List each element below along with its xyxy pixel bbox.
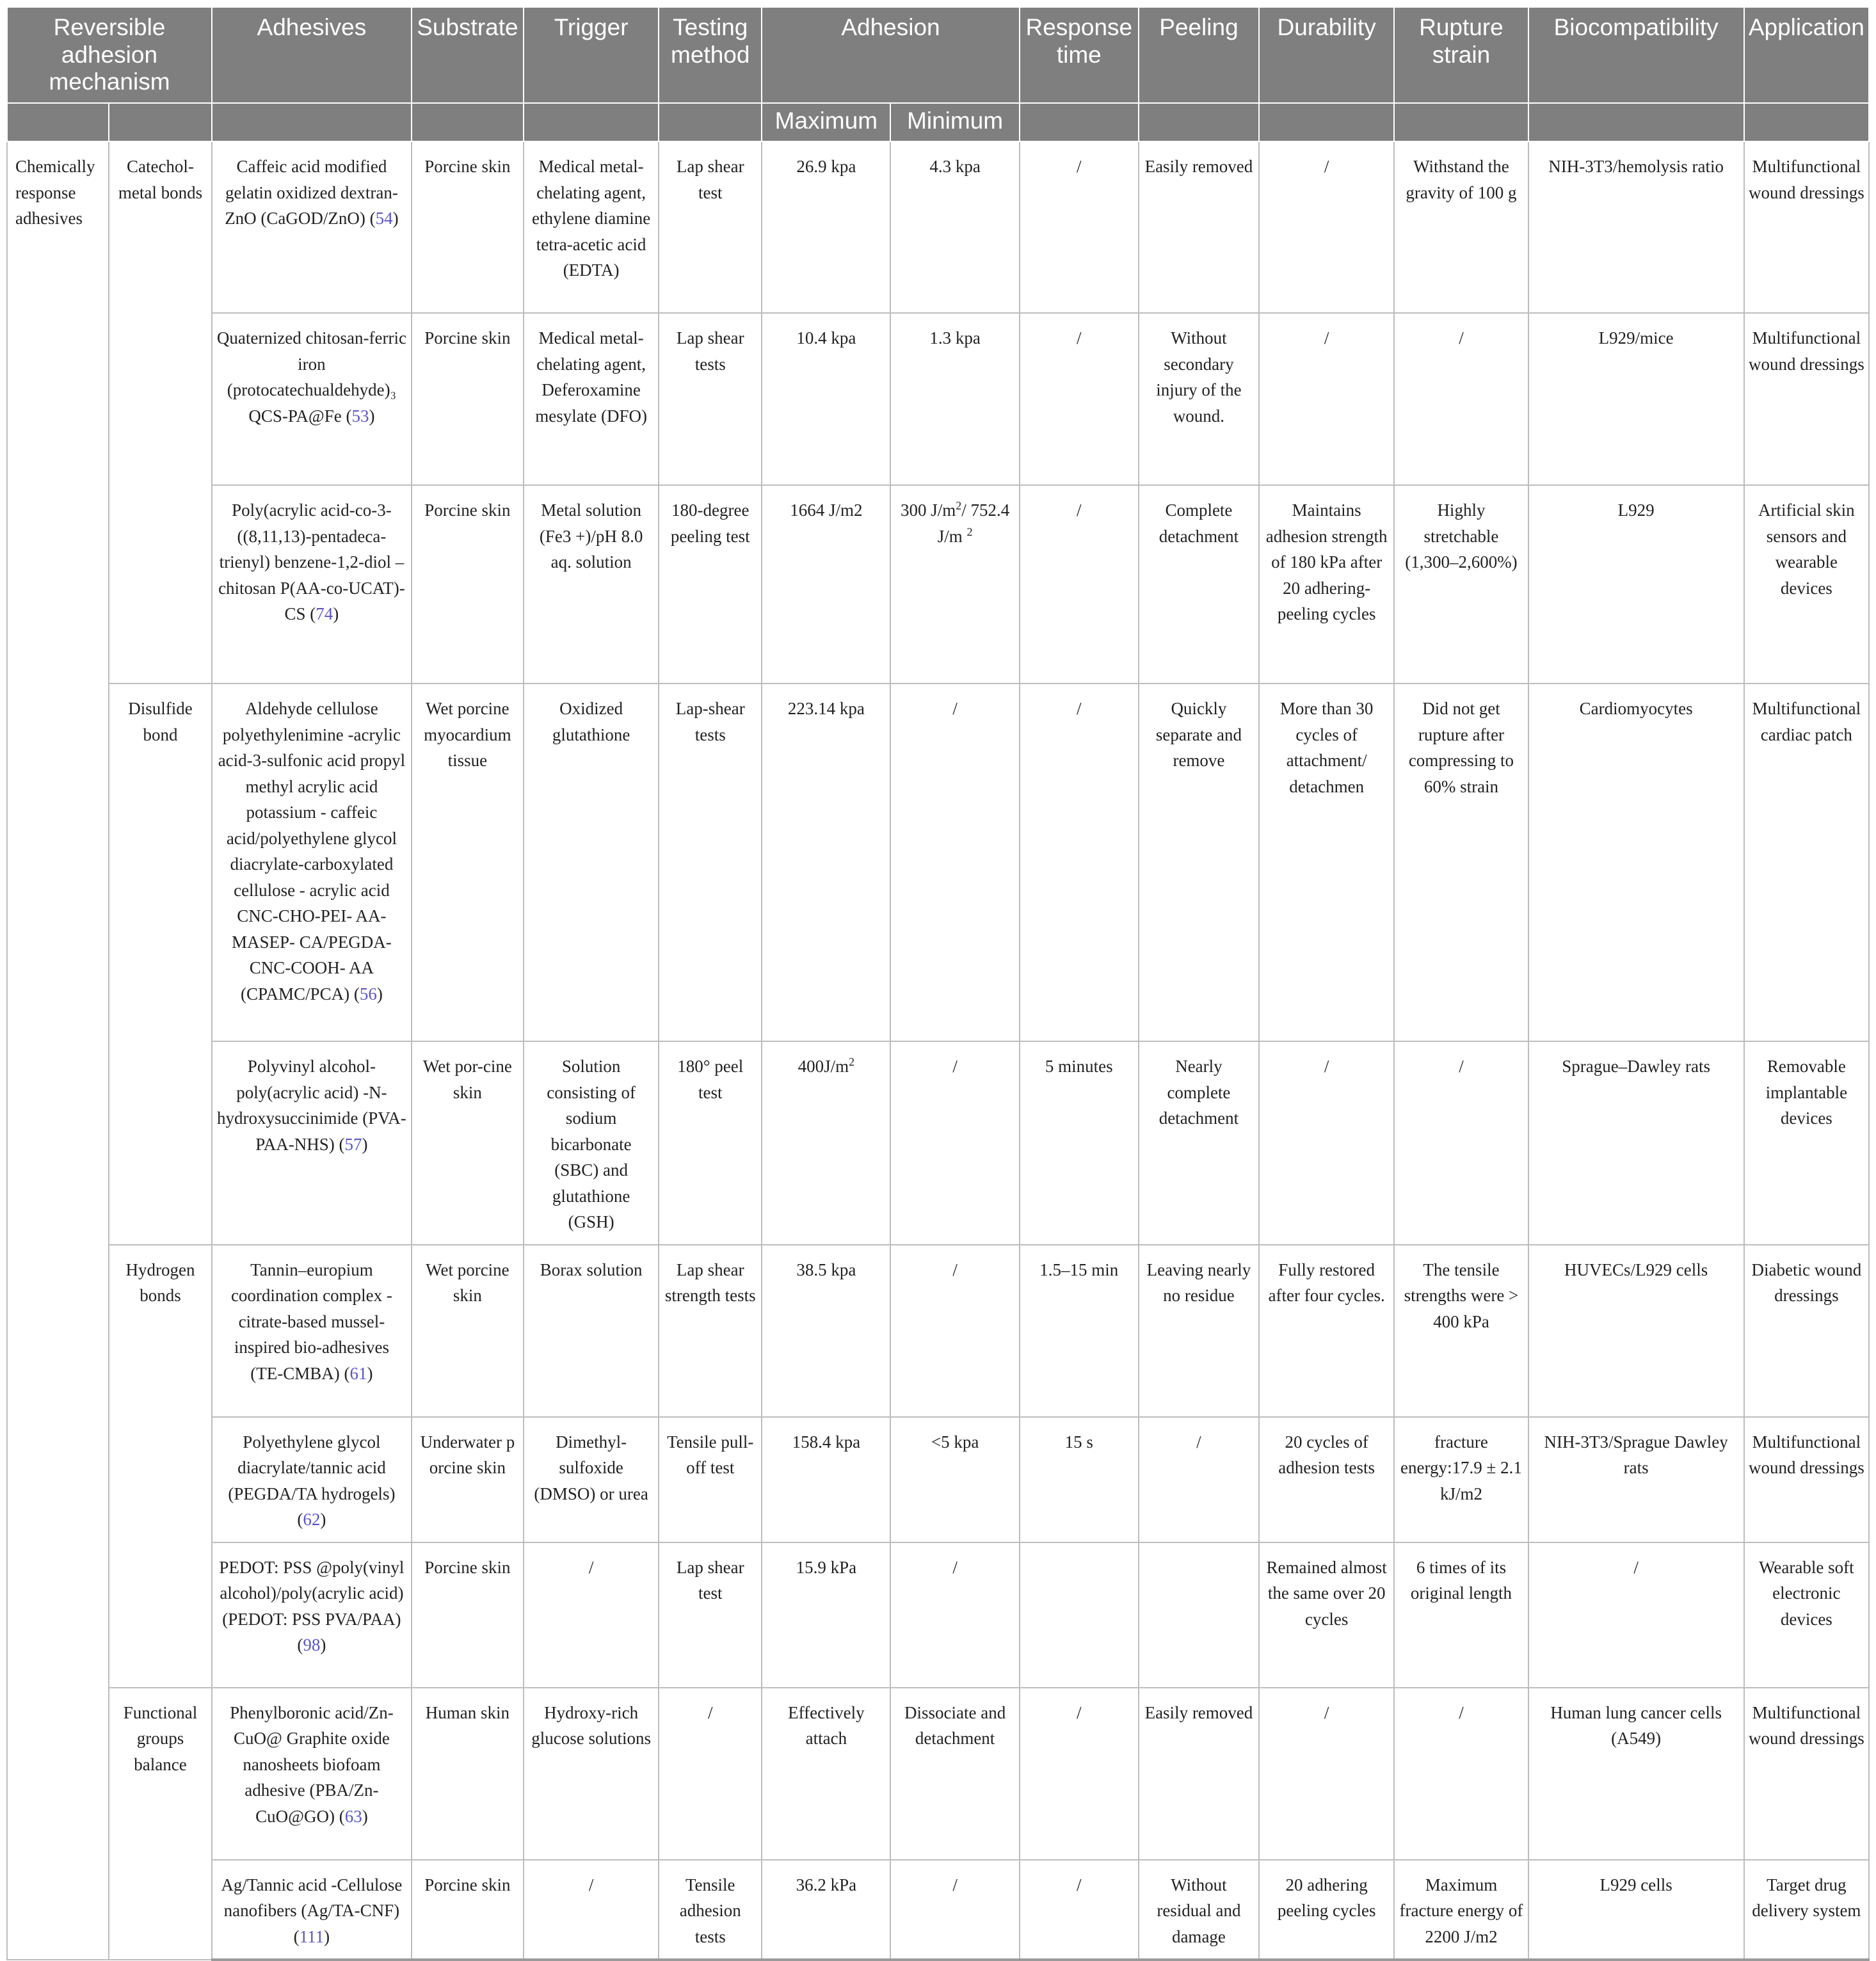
- rupture-cell: The tensile strengths were > 400 kPa: [1394, 1245, 1528, 1417]
- reference-link[interactable]: 98: [303, 1635, 321, 1655]
- rupture-cell: Did not get rupture after compressing to 60% strain: [1394, 684, 1528, 1041]
- substrate-cell: Wet porcine myocardium tissue: [412, 684, 524, 1041]
- header-adhesives: Adhesives: [212, 7, 412, 103]
- table-row: [7, 1417, 1869, 1542]
- durability-cell: Fully restored after four cycles.: [1259, 1245, 1394, 1417]
- biocompat-cell: Cardiomyocytes: [1528, 684, 1744, 1041]
- max-adhesion-cell: 38.5 kpa: [762, 1245, 890, 1417]
- durability-cell: 20 cycles of adhesion tests: [1259, 1417, 1394, 1542]
- subheader-empty: [412, 103, 524, 142]
- application-cell: Wearable soft electronic devices: [1744, 1542, 1869, 1688]
- adhesive-cell: Caffeic acid modified gelatin oxidized dextran-ZnO (CaGOD/ZnO) (54): [212, 141, 412, 313]
- header-trigger: Trigger: [524, 7, 659, 103]
- header-mechanism: Reversible adhesion mechanism: [7, 7, 212, 103]
- min-adhesion-cell: Dissociate and detachment: [890, 1688, 1019, 1860]
- adhesive-text: Polyvinyl alcohol-poly(acrylic acid) -N-hydroxysuccinimide (PVA-PAA-NHS) (: [217, 1057, 406, 1154]
- peeling-cell: Complete detachment: [1139, 485, 1259, 684]
- subheader-empty: [1528, 103, 1744, 142]
- table-row: [7, 1245, 1869, 1417]
- trigger-cell: Hydroxy-rich glucose solutions: [524, 1688, 659, 1860]
- header-application: Application: [1744, 7, 1869, 103]
- max-adhesion-cell: 1664 J/m2: [762, 485, 890, 684]
- adhesive-cell: Tannin–europium coordination complex -citrate-based mussel-inspired bio-adhesives (TE-CMBA) (61): [212, 1245, 412, 1417]
- min-adhesion-cell: /: [890, 1860, 1019, 1960]
- trigger-cell: Medical metal-chelating agent, ethylene diamine tetra-acetic acid (EDTA): [524, 141, 659, 313]
- method-cell: 180° peel test: [659, 1041, 762, 1245]
- application-cell: Target drug delivery system: [1744, 1860, 1869, 1960]
- peeling-cell: Quickly separate and remove: [1139, 684, 1259, 1041]
- biocompat-cell: HUVECs/L929 cells: [1528, 1245, 1744, 1417]
- biocompat-cell: NIH-3T3/hemolysis ratio: [1528, 141, 1744, 313]
- substrate-cell: Porcine skin: [412, 141, 524, 313]
- trigger-cell: Dimethyl-sulfoxide (DMSO) or urea: [524, 1417, 659, 1542]
- method-cell: Tensile adhesion tests: [659, 1860, 762, 1960]
- table-row: [7, 1860, 1869, 1960]
- substrate-cell: Wet por-cine skin: [412, 1041, 524, 1245]
- adhesive-text: Caffeic acid modified gelatin oxidized dextran-ZnO (CaGOD/ZnO) (: [225, 157, 398, 228]
- reference-link[interactable]: 74: [316, 604, 333, 624]
- max-adhesion-cell: [762, 1041, 890, 1245]
- max-adhesion-cell: 10.4 kpa: [762, 313, 890, 485]
- max-adhesion-text: 400J/m: [798, 1057, 849, 1077]
- group-cell: Disulfide bond: [109, 684, 212, 1245]
- max-adhesion-cell: 26.9 kpa: [762, 141, 890, 313]
- biocompat-cell: /: [1528, 1542, 1744, 1688]
- rupture-cell: /: [1394, 1041, 1528, 1245]
- peeling-cell: [1139, 1542, 1259, 1688]
- table-row: [7, 684, 1869, 1041]
- peeling-cell: Without secondary injury of the wound.: [1139, 313, 1259, 485]
- header-biocompatibility: Biocompatibility: [1528, 7, 1744, 103]
- substrate-cell: Porcine skin: [412, 485, 524, 684]
- table-body: [7, 141, 1869, 1960]
- superscript: 2: [966, 525, 973, 538]
- response-time-cell: /: [1020, 1860, 1139, 1960]
- adhesive-text: Quaternized chitosan-ferric iron (protocatechualdehyde)₃ QCS-PA@Fe (: [216, 328, 406, 426]
- biocompat-cell: Human lung cancer cells (A549): [1528, 1688, 1744, 1860]
- header-row: [7, 7, 1869, 103]
- trigger-cell: Oxidized glutathione: [524, 684, 659, 1041]
- substrate-cell: Underwater p orcine skin: [412, 1417, 524, 1542]
- rupture-cell: Highly stretchable (1,300–2,600%): [1394, 485, 1528, 684]
- durability-cell: Remained almost the same over 20 cycles: [1259, 1542, 1394, 1688]
- response-time-cell: 1.5–15 min: [1020, 1245, 1139, 1417]
- application-cell: Artificial skin sensors and wearable devices: [1744, 485, 1869, 684]
- trigger-cell: Borax solution: [524, 1245, 659, 1417]
- adhesive-text: Ag/Tannic acid -Cellulose nanofibers (Ag/TA-CNF) (: [221, 1875, 403, 1946]
- biocompat-cell: Sprague–Dawley rats: [1528, 1041, 1744, 1245]
- adhesives-table: [6, 6, 1870, 1961]
- peeling-cell: /: [1139, 1417, 1259, 1542]
- subheader-empty: [1394, 103, 1528, 142]
- substrate-cell: Wet porcine skin: [412, 1245, 524, 1417]
- reference-link[interactable]: 61: [349, 1363, 367, 1383]
- subheader-minimum: Minimum: [890, 103, 1019, 142]
- min-adhesion-text: 300 J/m: [900, 500, 956, 520]
- application-cell: Multifunctional wound dressings: [1744, 141, 1869, 313]
- group-cell: Hydrogen bonds: [109, 1245, 212, 1688]
- reference-link[interactable]: 62: [303, 1510, 321, 1530]
- response-time-cell: 15 s: [1020, 1417, 1139, 1542]
- group-cell: Functional groups balance: [109, 1688, 212, 1960]
- method-cell: Tensile pull-off test: [659, 1417, 762, 1542]
- rupture-cell: Withstand the gravity of 100 g: [1394, 141, 1528, 313]
- rupture-cell: /: [1394, 313, 1528, 485]
- group-cell: Catechol-metal bonds: [109, 141, 212, 684]
- max-adhesion-cell: 223.14 kpa: [762, 684, 890, 1041]
- adhesive-cell: Ag/Tannic acid -Cellulose nanofibers (Ag/TA-CNF) (111): [212, 1860, 412, 1960]
- reference-link[interactable]: 56: [359, 984, 377, 1004]
- subheader-empty: [659, 103, 762, 142]
- trigger-cell: /: [524, 1860, 659, 1960]
- substrate-cell: Porcine skin: [412, 1542, 524, 1688]
- method-cell: Lap-shear tests: [659, 684, 762, 1041]
- biocompat-cell: L929: [1528, 485, 1744, 684]
- table-row: [7, 1688, 1869, 1860]
- mechanism-cell: Chemically response adhesives: [7, 141, 109, 1960]
- adhesive-cell: Quaternized chitosan-ferric iron (protocatechualdehyde)₃ QCS-PA@Fe (53): [212, 313, 412, 485]
- application-cell: Multifunctional wound dressings: [1744, 1688, 1869, 1860]
- min-adhesion-text: / 752.4 J/m: [937, 500, 1010, 546]
- subheader-empty: [1744, 103, 1869, 142]
- durability-cell: /: [1259, 1688, 1394, 1860]
- biocompat-cell: L929/mice: [1528, 313, 1744, 485]
- header-peeling: Peeling: [1139, 7, 1259, 103]
- table-row: [7, 1041, 1869, 1245]
- durability-cell: Maintains adhesion strength of 180 kPa after 20 adhering-peeling cycles: [1259, 485, 1394, 684]
- table-row: [7, 313, 1869, 485]
- method-cell: Lap shear tests: [659, 313, 762, 485]
- table-row: [7, 1542, 1869, 1688]
- peeling-cell: Easily removed: [1139, 141, 1259, 313]
- superscript: 2: [849, 1055, 855, 1069]
- adhesive-cell: Aldehyde cellulose polyethylenimine -acrylic acid-3-sulfonic acid propyl methyl acrylic acid potassium - caffeic acid/polyethylene glycol diacrylate-carboxylated cellulose - acrylic acid CNC-CHO-PEI- AA-MASEP- CA/PEGDA-CNC-COOH- AA (CPAMC/PCA) (56): [212, 684, 412, 1041]
- method-cell: Lap shear test: [659, 141, 762, 313]
- durability-cell: 20 adhering peeling cycles: [1259, 1860, 1394, 1960]
- subheader-empty: [1139, 103, 1259, 142]
- substrate-cell: Porcine skin: [412, 313, 524, 485]
- subheader-empty: [524, 103, 659, 142]
- durability-cell: /: [1259, 1041, 1394, 1245]
- rupture-cell: 6 times of its original length: [1394, 1542, 1528, 1688]
- biocompat-cell: L929 cells: [1528, 1860, 1744, 1960]
- min-adhesion-cell: 4.3 kpa: [890, 141, 1019, 313]
- subheader-empty: [7, 103, 109, 142]
- header-durability: Durability: [1259, 7, 1394, 103]
- response-time-cell: /: [1020, 313, 1139, 485]
- durability-cell: /: [1259, 141, 1394, 313]
- header-substrate: Substrate: [412, 7, 524, 103]
- application-cell: Multifunctional wound dressings: [1744, 1417, 1869, 1542]
- adhesive-text: Aldehyde cellulose polyethylenimine -acrylic acid-3-sulfonic acid propyl methyl acrylic acid potassium - caffeic acid/polyethylene glycol diacrylate-carboxylated cellulose - acrylic acid CNC-CHO-PEI- AA-MASEP- CA/PEGDA-CNC-COOH- AA (CPAMC/PCA) (: [218, 699, 406, 1004]
- biocompat-cell: NIH-3T3/Sprague Dawley rats: [1528, 1417, 1744, 1542]
- reference-link[interactable]: 63: [344, 1806, 362, 1826]
- response-time-cell: [1020, 1542, 1139, 1688]
- header-rupture-strain: Rupture strain: [1394, 7, 1528, 103]
- method-cell: Lap shear test: [659, 1542, 762, 1688]
- table-row: [7, 141, 1869, 313]
- peeling-cell: Leaving nearly no residue: [1139, 1245, 1259, 1417]
- min-adhesion-cell: /: [890, 1245, 1019, 1417]
- superscript: 2: [956, 499, 962, 513]
- method-cell: 180-degree peeling test: [659, 485, 762, 684]
- response-time-cell: /: [1020, 684, 1139, 1041]
- response-time-cell: /: [1020, 485, 1139, 684]
- subheader-empty: [1259, 103, 1394, 142]
- min-adhesion-cell: /: [890, 1041, 1019, 1245]
- header-testing-method: Testing method: [659, 7, 762, 103]
- reference-link[interactable]: 53: [351, 406, 369, 426]
- subheader-empty: [1020, 103, 1139, 142]
- response-time-cell: /: [1020, 1688, 1139, 1860]
- rupture-cell: fracture energy:17.9 ± 2.1 kJ/m2: [1394, 1417, 1528, 1542]
- max-adhesion-cell: 158.4 kpa: [762, 1417, 890, 1542]
- min-adhesion-cell: [890, 485, 1019, 684]
- substrate-cell: Porcine skin: [412, 1860, 524, 1960]
- reference-link[interactable]: 54: [375, 209, 393, 228]
- application-cell: Removable implantable devices: [1744, 1041, 1869, 1245]
- application-cell: Multifunctional wound dressings: [1744, 313, 1869, 485]
- peeling-cell: Easily removed: [1139, 1688, 1259, 1860]
- subheader-empty: [212, 103, 412, 142]
- rupture-cell: /: [1394, 1688, 1528, 1860]
- adhesive-text: Poly(acrylic acid-co-3-((8,11,13)-pentadeca-trienyl) benzene-1,2-diol – chitosan P(AA-co-UCAT)-CS (: [218, 500, 405, 624]
- adhesive-cell: Polyvinyl alcohol-poly(acrylic acid) -N-hydroxysuccinimide (PVA-PAA-NHS) (57): [212, 1041, 412, 1245]
- durability-cell: More than 30 cycles of attachment/ detachmen: [1259, 684, 1394, 1041]
- subheader-row: [7, 103, 1869, 142]
- adhesive-cell: Polyethylene glycol diacrylate/tannic acid (PEGDA/TA hydrogels) (62): [212, 1417, 412, 1542]
- subheader-empty: [109, 103, 212, 142]
- method-cell: Lap shear strength tests: [659, 1245, 762, 1417]
- header-adhesion: Adhesion: [762, 7, 1019, 103]
- application-cell: Diabetic wound dressings: [1744, 1245, 1869, 1417]
- peeling-cell: Without residual and damage: [1139, 1860, 1259, 1960]
- substrate-cell: Human skin: [412, 1688, 524, 1860]
- min-adhesion-cell: /: [890, 1542, 1019, 1688]
- adhesive-cell: Poly(acrylic acid-co-3-((8,11,13)-pentadeca-trienyl) benzene-1,2-diol – chitosan P(AA-co-UCAT)-CS (74): [212, 485, 412, 684]
- adhesive-text: Polyethylene glycol diacrylate/tannic acid (PEGDA/TA hydrogels) (: [228, 1432, 396, 1530]
- response-time-cell: /: [1020, 141, 1139, 313]
- min-adhesion-cell: 1.3 kpa: [890, 313, 1019, 485]
- adhesive-cell: PEDOT: PSS @poly(vinyl alcohol)/poly(acrylic acid) (PEDOT: PSS PVA/PAA) (98): [212, 1542, 412, 1688]
- trigger-cell: Medical metal-chelating agent, Deferoxamine mesylate (DFO): [524, 313, 659, 485]
- peeling-cell: Nearly complete detachment: [1139, 1041, 1259, 1245]
- max-adhesion-cell: Effectively attach: [762, 1688, 890, 1860]
- adhesive-text: PEDOT: PSS @poly(vinyl alcohol)/poly(acrylic acid) (PEDOT: PSS PVA/PAA) (: [219, 1557, 405, 1655]
- max-adhesion-cell: 36.2 kPa: [762, 1860, 890, 1960]
- trigger-cell: /: [524, 1542, 659, 1688]
- reference-link[interactable]: 111: [299, 1926, 325, 1946]
- method-cell: /: [659, 1688, 762, 1860]
- max-adhesion-cell: 15.9 kPa: [762, 1542, 890, 1688]
- adhesive-text: Phenylboronic acid/Zn-CuO@ Graphite oxide nanosheets biofoam adhesive (PBA/Zn-CuO@GO) (: [230, 1702, 394, 1826]
- table-row: [7, 485, 1869, 684]
- header-response-time: Response time: [1020, 7, 1139, 103]
- rupture-cell: Maximum fracture energy of 2200 J/m2: [1394, 1860, 1528, 1960]
- min-adhesion-cell: /: [890, 684, 1019, 1041]
- application-cell: Multifunctional cardiac patch: [1744, 684, 1869, 1041]
- durability-cell: /: [1259, 313, 1394, 485]
- min-adhesion-cell: <5 kpa: [890, 1417, 1019, 1542]
- table-header: [7, 7, 1869, 141]
- trigger-cell: Metal solution (Fe3 +)/pH 8.0 aq. solution: [524, 485, 659, 684]
- response-time-cell: 5 minutes: [1020, 1041, 1139, 1245]
- adhesive-text: Tannin–europium coordination complex -citrate-based mussel-inspired bio-adhesives (TE-CMBA) (: [230, 1260, 392, 1383]
- trigger-cell: Solution consisting of sodium bicarbonate (SBC) and glutathione (GSH): [524, 1041, 659, 1245]
- subheader-maximum: Maximum: [762, 103, 890, 142]
- reference-link[interactable]: 57: [344, 1134, 362, 1154]
- adhesive-cell: Phenylboronic acid/Zn-CuO@ Graphite oxide nanosheets biofoam adhesive (PBA/Zn-CuO@GO) (63): [212, 1688, 412, 1860]
